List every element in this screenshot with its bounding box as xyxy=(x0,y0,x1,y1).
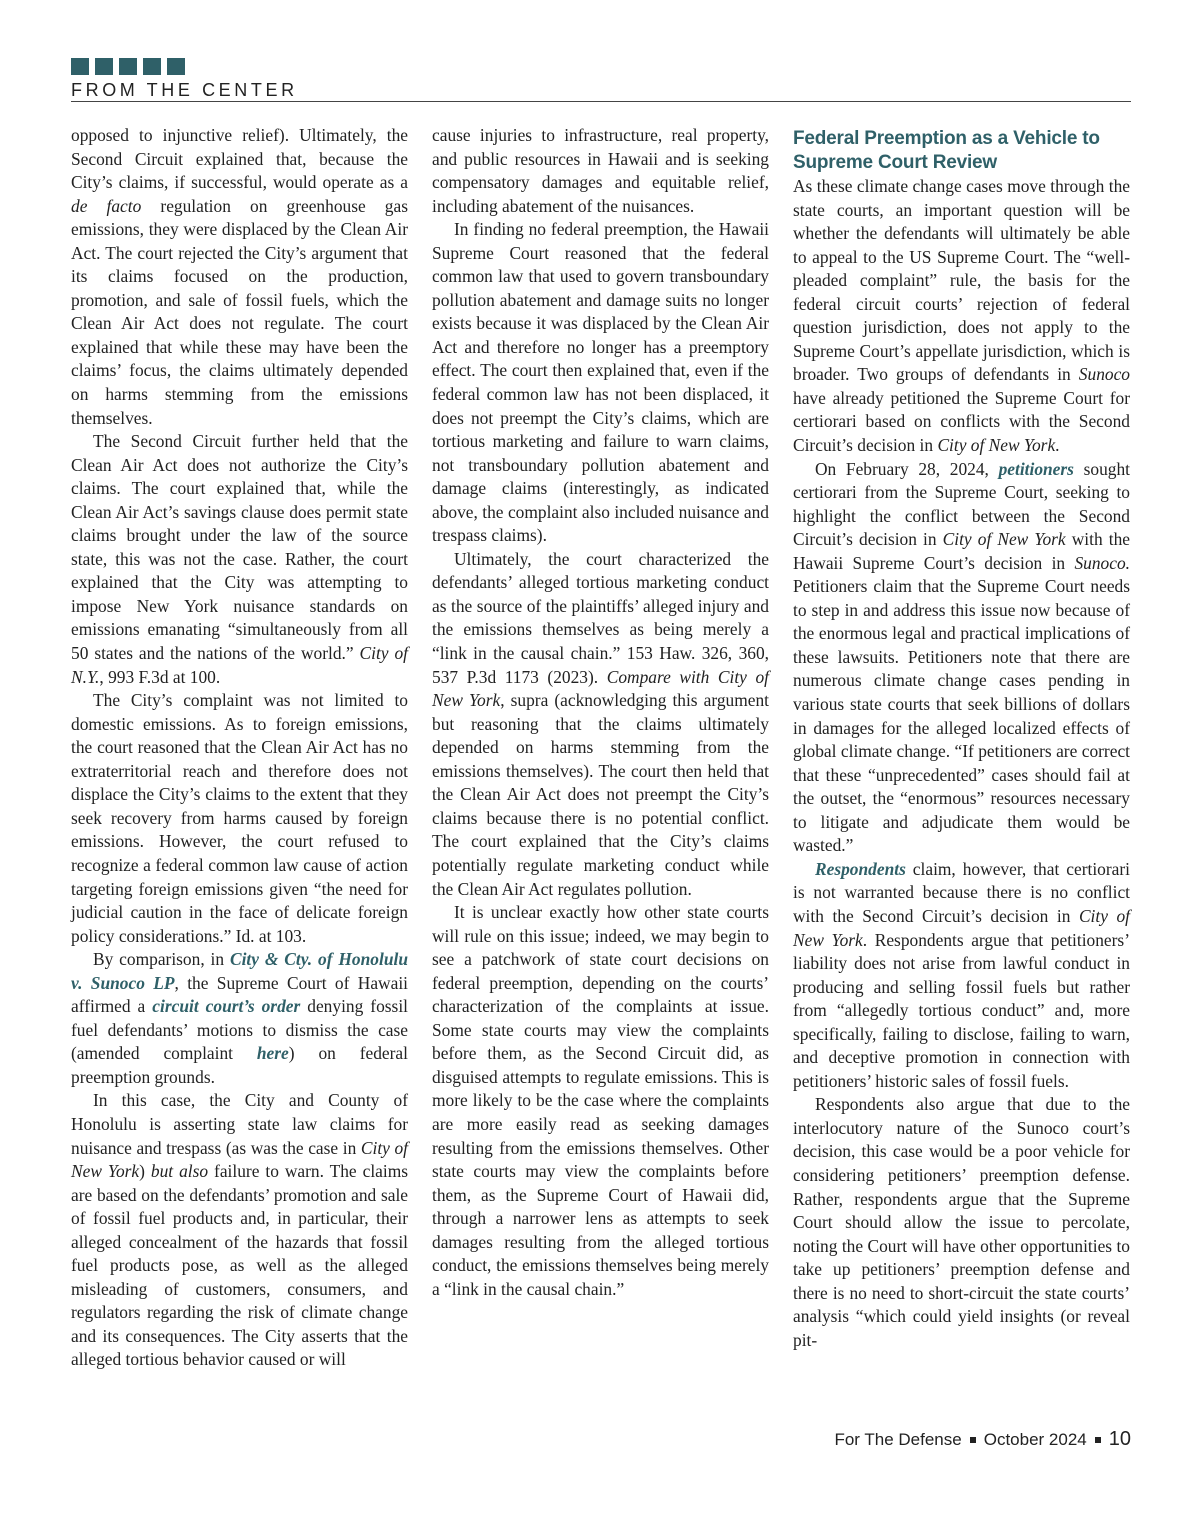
page-number: 10 xyxy=(1108,1428,1131,1450)
paragraph: Respondents also argue that due to the interlocutory nature of the Sunoco court’s decision, this case would be a poor vehicle for considering petitioners’ preemption defense. Rather, respondents argue that the Supreme Court should allow the issue to percolate, noting the Court will have other opportunities to take up petitioners’ preemption defense and there is no need to short-circuit the state courts’ analysis “which could yield insights (or reveal pit- xyxy=(793,1094,1130,1350)
publication-name: For The Defense xyxy=(834,1429,962,1449)
paragraph: In finding no federal preemption, the Hawaii Supreme Court reasoned that the federal common law that used to govern transboundary pollution abatement and damage suits no longer exists because it was displaced by the Clean Air Act and therefore no longer has a preemptory effect. The court then explained that, even if the federal common law has not been displaced, it does not preempt the City’s claims, which are tortious marketing and failure to warn claims, not transboundary pollution abatement and damage claims (interestingly, as indicated above, the complaint also included nuisance and trespass claims). xyxy=(432,219,769,546)
paragraph: By comparison, in City & Cty. of Honolulu v. Sunoco LP, the Supreme Court of Hawaii affirmed a circuit court’s order denying fossil fuel defendants’ motions to dismiss the case (amended complaint here) on federal preemption grounds. xyxy=(71,949,408,1087)
header-square xyxy=(119,58,137,75)
header-square xyxy=(95,58,113,75)
paragraph: The City’s complaint was not limited to domestic emissions. As to foreign emissions, the court reasoned that the Clean Air Act has no extraterritorial reach and therefore does not displace the City’s claims to the extent that they seek recovery from harms caused by foreign emissions. However, the court refused to recognize a federal common law cause of action targeting foreign emissions given “the need for judicial caution in the face of delicate foreign policy considerations.” Id. at 103. xyxy=(71,690,408,946)
issue-date: October 2024 xyxy=(983,1429,1087,1449)
paragraph: As these climate change cases move through the state courts, an important question will be whether the defendants will ultimately be able to appeal to the US Supreme Court. The “well-pleaded complaint” rule, the basis for the federal circuit courts’ rejection of federal question jurisdiction, does not apply to the Supreme Court’s appellate jurisdiction, which is broader. Two groups of defendants in Sunoco have already petitioned the Supreme Court for certiorari based on conflicts with the Second Circuit’s decision in City of New York. xyxy=(793,176,1130,456)
bullet-separator xyxy=(970,1437,976,1443)
subheading: Federal Preemption as a Vehicle to Supreme Court Review xyxy=(793,128,1100,173)
link-circuit-court-order[interactable]: circuit court’s order xyxy=(152,996,301,1017)
paragraph: It is unclear exactly how other state courts will rule on this issue; indeed, we may begin to see a patchwork of state court decisions on federal preemption, depending on the courts’ characterization of the complaints at issue. Some state courts may view the complaints before them, as the Second Circuit did, as disguised attempts to regulate emissions. This is more likely to be the case where the complaints are more easily read as seeking damages resulting from the emissions themselves. Other state courts may view the complaints before them, as the Supreme Court of Hawaii did, through a narrower lens as attempts to seek damages resulting from the alleged tortious conduct, the emissions themselves being merely a “link in the causal chain.” xyxy=(432,902,769,1299)
paragraph: Respondents claim, however, that certiorari is not warranted because there is no conflict with the Second Circuit’s decision in City of New York. Respondents argue that petitioners’ liability does not arise from lawful conduct in producing and selling fossil fuels but rather from “allegedly tortious conduct” and, more specifically, failing to disclose, failing to warn, and deceptive promotion in connection with petitioners’ historic sales of fossil fuels. xyxy=(793,858,1130,1091)
page-footer xyxy=(834,1428,1131,1451)
paragraph: cause injuries to infrastructure, real property, and public resources in Hawaii and is seeking compensatory damages and equitable relief, including abatement of the nuisances. xyxy=(432,125,769,216)
paragraph: Ultimately, the court characterized the defendants’ alleged tortious marketing conduct as the source of the plaintiffs’ alleged injury and the emissions themselves as being merely a “link in the causal chain.” 153 Haw. 326, 360, 537 P.3d 1173 (2023). Compare with City of New York, supra (acknowledging this argument but reasoning that the claims ultimately depended on harms stemming from the emissions themselves). The court then held that the Clean Air Act does not preempt the City’s claims because there is no potential conflict. The court explained that the City’s claims potentially regulate marketing conduct while the Clean Air Act regulates pollution. xyxy=(432,548,769,899)
link-honolulu-sunoco[interactable]: City & Cty. of Honolulu v. Sunoco LP xyxy=(71,949,408,993)
header-rule xyxy=(71,101,1131,102)
header-square xyxy=(71,58,89,75)
section-header xyxy=(71,58,1131,100)
link-petitioners[interactable]: petitioners xyxy=(998,458,1074,479)
header-square xyxy=(143,58,161,75)
section-label: FROM THE CENTER xyxy=(71,80,298,100)
column-1 xyxy=(71,124,408,1372)
column-3 xyxy=(793,124,1130,1352)
paragraph: In this case, the City and County of Honolulu is asserting state law claims for nuisance and trespass (as was the case in City of New York) but also failure to warn. The claims are based on the defendants’ promotion and sale of fossil fuel products and, in particular, their alleged concealment of the hazards that fossil fuel products pose, as well as the alleged misleading of customers, consumers, and regulators regarding the risk of climate change and its consequences. The City asserts that the alleged tortious behavior caused or will xyxy=(71,1090,409,1370)
bullet-separator xyxy=(1095,1437,1101,1443)
header-squares xyxy=(71,58,1131,75)
header-square xyxy=(167,58,185,75)
link-amended-complaint[interactable]: here xyxy=(256,1043,289,1064)
paragraph: The Second Circuit further held that the Clean Air Act does not authorize the City’s claims. The court explained that, while the Clean Air Act’s savings clause does permit state claims brought under the law of the source state, this was not the case. Rather, the court explained that the City was attempting to impose New York nuisance standards on emissions emanating “simultaneously from all 50 states and the nations of the world.” City of N.Y., 993 F.3d at 100. xyxy=(71,431,408,687)
paragraph: opposed to injunctive relief). Ultimately, the Second Circuit explained that, because the City’s claims, if successful, would operate as a de facto regulation on greenhouse gas emissions, they were displaced by the Clean Air Act. The court rejected the City’s argument that its claims focused on the production, promotion, and sale of fossil fuels, which the Clean Air Act does not regulate. The court explained that while these may have been the claims’ focus, the claims ultimately depended on harms stemming from the emissions themselves. xyxy=(71,125,408,428)
column-2 xyxy=(432,124,769,1301)
paragraph: On February 28, 2024, petitioners sought certiorari from the Supreme Court, seeking to highlight the conflict between the Second Circuit’s decision in City of New York with the Hawaii Supreme Court’s decision in Sunoco. Petitioners claim that the Supreme Court needs to step in and address this issue now because of the enormous legal and practical implications of these lawsuits. Petitioners note that there are numerous climate change cases pending in various state courts that seek billions of dollars in damages for the alleged localized effects of global climate change. “If petitioners are correct that these “unprecedented” cases should fail at the outset, the “enormous” resources necessary to litigate and adjudicate them would be wasted.” xyxy=(793,458,1131,856)
link-respondents[interactable]: Respondents xyxy=(815,858,906,879)
